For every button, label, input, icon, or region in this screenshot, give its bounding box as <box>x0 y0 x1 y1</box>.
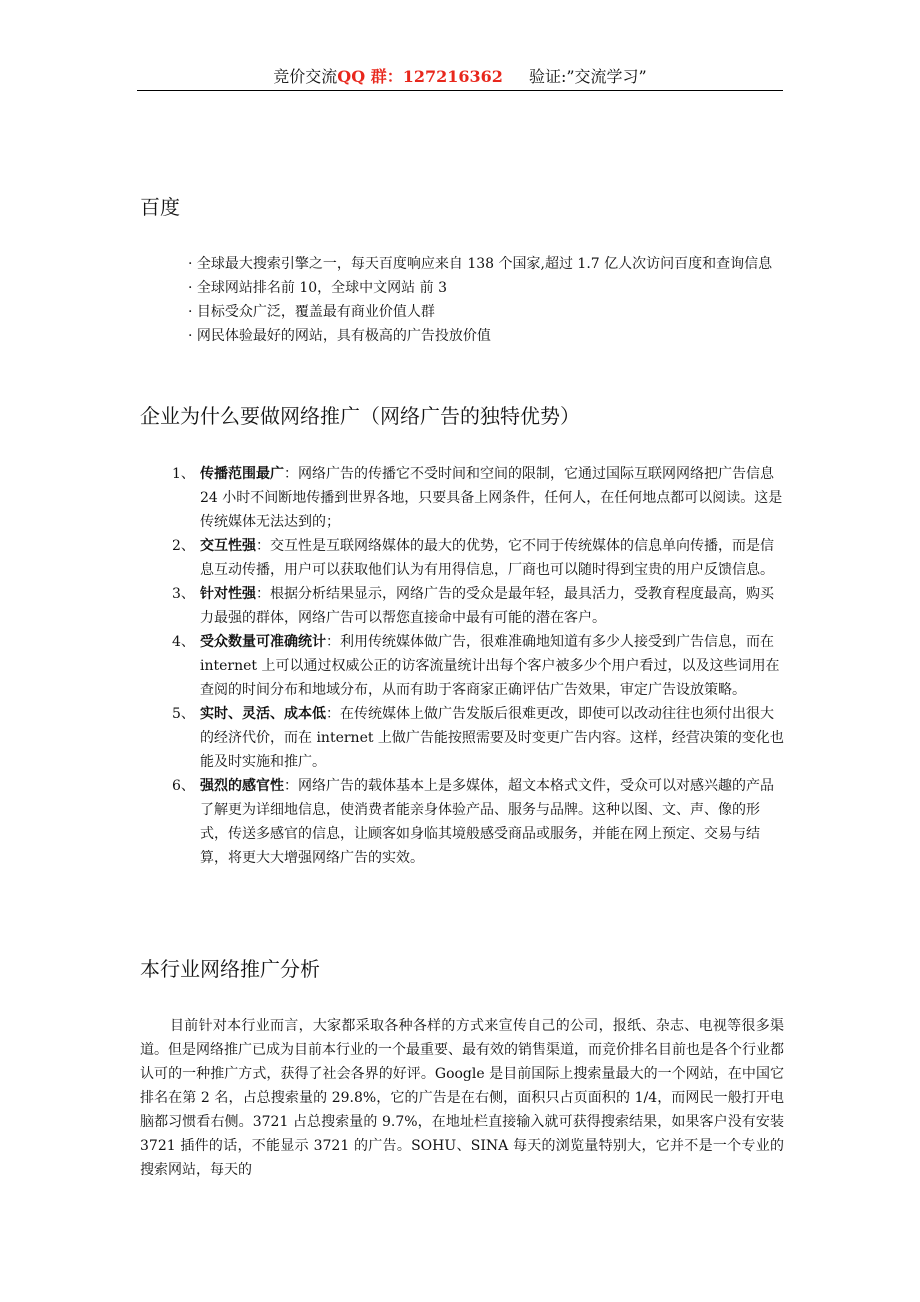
list-item <box>172 774 787 870</box>
item-text: 根据分析结果显示，网络广告的受众是最年轻，最具活力，受教育程度最高，购买力最强的群体，网络广告可以帮您直接命中最有可能的潜在客户。 <box>200 586 774 626</box>
list-item <box>172 630 787 702</box>
item-number: 4、 <box>172 634 195 650</box>
list-item: · 网民体验最好的网站，具有极高的广告投放价值 <box>188 328 491 344</box>
item-separator: ： <box>326 634 340 650</box>
section-title-baidu: 百度 <box>140 195 180 219</box>
list-item <box>172 702 787 774</box>
section-title-why: 企业为什么要做网络推广（网络广告的独特优势） <box>140 404 580 428</box>
item-number: 5、 <box>172 706 195 722</box>
item-text: 在传统媒体上做广告发版后很难更改，即使可以改动往往也须付出很大的经济代价，而在 internet 上做广告能按照需要及时变更广告内容。这样，经营决策的变化也能及时实施和推广。 <box>200 706 784 770</box>
list-item <box>172 462 787 534</box>
item-separator: ： <box>256 538 270 554</box>
item-text: 网络广告的传播它不受时间和空间的限制，它通过国际互联网网络把广告信息 24 小时不间断地传播到世界各地，只要具备上网条件，任何人，在任何地点都可以阅读。这是传统媒体无法达到的； <box>200 466 783 530</box>
list-item: · 全球网站排名前 10，全球中文网站 前 3 <box>188 280 447 296</box>
list-item <box>172 534 787 582</box>
item-number: 2、 <box>172 538 195 554</box>
item-term: 受众数量可准确统计 <box>200 634 326 650</box>
item-term: 交互性强 <box>200 538 256 554</box>
page-header <box>137 64 783 91</box>
section-title-industry: 本行业网络推广分析 <box>140 957 320 981</box>
item-number: 6、 <box>172 778 195 794</box>
baidu-bullet-list <box>188 252 788 348</box>
item-separator: ： <box>284 778 298 794</box>
item-number: 1、 <box>172 466 195 482</box>
item-term: 强烈的感官性 <box>200 778 284 794</box>
item-text: 网络广告的载体基本上是多媒体，超文本格式文件，受众可以对感兴趣的产品了解更为详细地信息，使消费者能亲身体验产品、服务与品牌。这种以图、文、声、像的形式，传送多感官的信息，让顾客如身临其境般感受商品或服务，并能在网上预定、交易与结算，将更大大增强网络广告的实效。 <box>200 778 774 866</box>
item-separator: ： <box>256 586 270 602</box>
item-term: 实时、灵活、成本低 <box>200 706 326 722</box>
item-term: 传播范围最广 <box>200 466 284 482</box>
list-item: · 目标受众广泛，覆盖最有商业价值人群 <box>188 304 435 320</box>
item-text: 利用传统媒体做广告，很难准确地知道有多少人接受到广告信息，而在 internet 上可以通过权威公正的访客流量统计出每个客户被多少个用户看过，以及这些词用在查阅的时间分布和地域分布，从而有助于客商家正确评估广告效果，审定广告设放策略。 <box>200 634 780 698</box>
item-term: 针对性强 <box>200 586 256 602</box>
item-separator: ： <box>284 466 298 482</box>
header-qq-group: QQ 群：127216362 <box>337 67 503 86</box>
header-prefix: 竞价交流 <box>273 67 338 86</box>
industry-paragraph: 目前针对本行业而言，大家都采取各种各样的方式来宣传自己的公司，报纸、杂志、电视等很多渠道。但是网络推广已成为目前本行业的一个最重要、最有效的销售渠道，而竞价排名目前也是各个行业都认可的一种推广方式，获得了社会各界的好评。Google 是目前国际上搜索量最大的一个网站，在中国它排名在第 2 名，占总搜索量的 29.8%，它的广告是在右侧，面积只占页面积的 1/4，而网民一般打开电脑都习惯看右侧。3721 占总搜索量的 9.7%，在地址栏直接输入就可获得搜索结果，如果客户没有安装 3721 插件的话，不能显示 3721 的广告。SOHU、SINA 每天的浏览量特别大，它并不是一个专业的搜索网站，每天的 <box>140 1018 784 1178</box>
item-text: 交互性是互联网络媒体的最大的优势，它不同于传统媒体的信息单向传播，而是信息互动传播，用户可以获取他们认为有用得信息，厂商也可以随时得到宝贵的用户反馈信息。 <box>200 538 774 578</box>
item-number: 3、 <box>172 586 195 602</box>
item-separator: ： <box>326 706 340 722</box>
header-verify: 验证:”交流学习” <box>528 67 647 86</box>
list-item: · 全球最大搜索引擎之一，每天百度响应来自 138 个国家,超过 1.7 亿人次访问百度和查询信息 <box>188 256 773 272</box>
list-item <box>172 582 787 630</box>
advantages-list <box>172 462 787 870</box>
